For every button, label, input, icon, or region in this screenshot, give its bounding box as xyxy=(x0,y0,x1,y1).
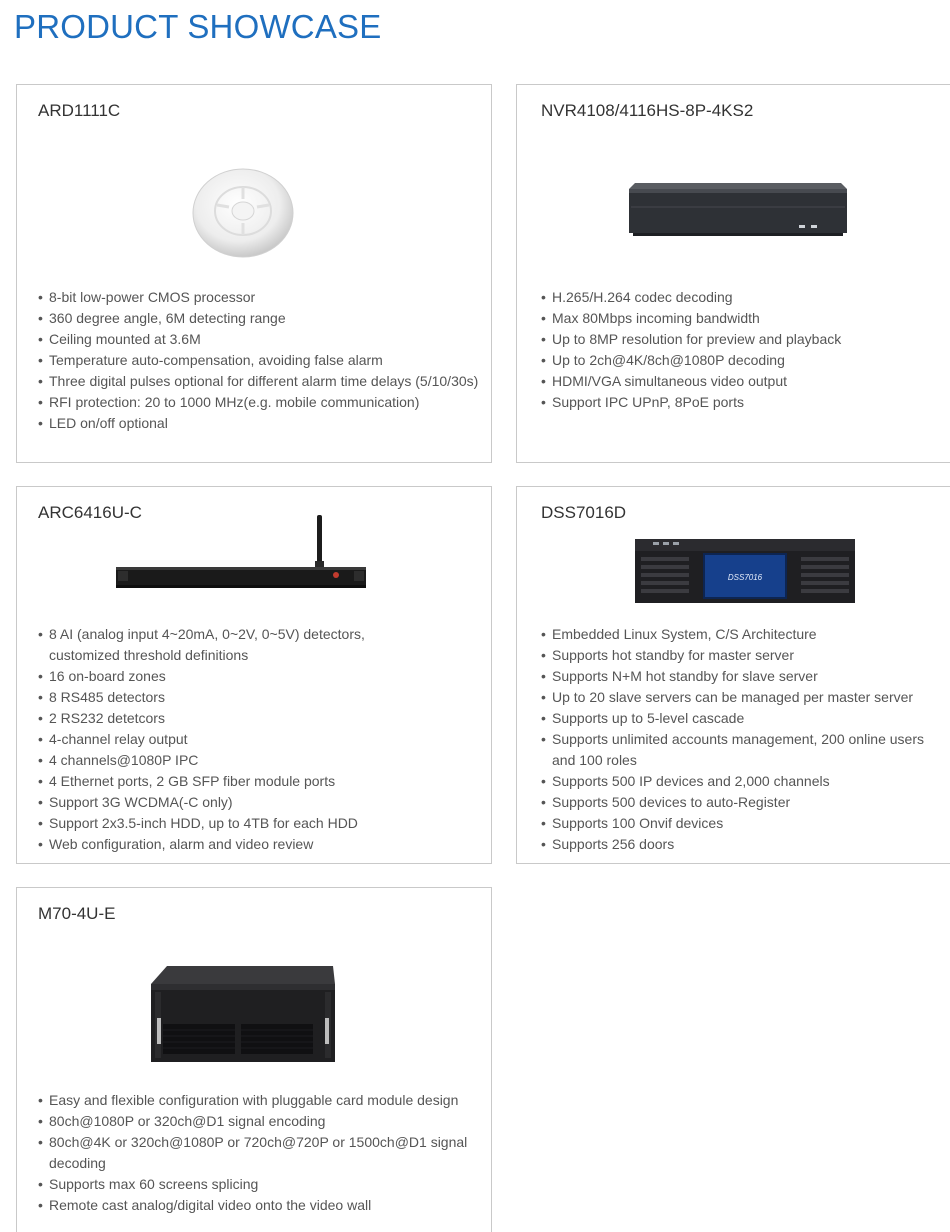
product-card-nvr4108 xyxy=(516,84,950,463)
dss-server-image xyxy=(633,537,857,605)
feature-item: • Max 80Mbps incoming bandwidth xyxy=(541,308,841,329)
feature-item: • Supports up to 5-level cascade xyxy=(541,708,932,729)
feature-item: • Up to 20 slave servers can be managed per master server xyxy=(541,687,932,708)
video-wall-controller-image xyxy=(147,962,339,1066)
feature-item: • Supports unlimited accounts management, 200 online users and 100 roles xyxy=(541,729,932,771)
feature-item: • Support IPC UPnP, 8PoE ports xyxy=(541,392,841,413)
alarm-controller-image xyxy=(114,513,368,591)
feature-item: • Embedded Linux System, C/S Architecture xyxy=(541,624,932,645)
feature-item: • Support 2x3.5-inch HDD, up to 4TB for each HDD xyxy=(38,813,379,834)
feature-item: • 16 on-board zones xyxy=(38,666,379,687)
product-name: NVR4108/4116HS-8P-4KS2 xyxy=(541,101,754,120)
feature-item: • Web configuration, alarm and video review xyxy=(38,834,379,855)
feature-item: • 4 Ethernet ports, 2 GB SFP fiber module ports xyxy=(38,771,379,792)
feature-list xyxy=(541,624,932,855)
screen-label: DSS7016 xyxy=(727,573,763,582)
ceiling-detector-image xyxy=(187,165,297,261)
feature-item: • 80ch@4K or 320ch@1080P or 720ch@720P or 1500ch@D1 signal decoding xyxy=(38,1132,469,1174)
feature-item: • H.265/H.264 codec decoding xyxy=(541,287,841,308)
feature-item: • 8-bit low-power CMOS processor xyxy=(38,287,478,308)
page-title: PRODUCT SHOWCASE xyxy=(14,8,382,45)
feature-item: • Three digital pulses optional for different alarm time delays (5/10/30s) xyxy=(38,371,478,392)
feature-item: • Up to 2ch@4K/8ch@1080P decoding xyxy=(541,350,841,371)
feature-item: • Ceiling mounted at 3.6M xyxy=(38,329,478,350)
product-card-arc6416u-c xyxy=(16,486,492,864)
product-card-m70-4u-e xyxy=(16,887,492,1232)
feature-item: • 8 RS485 detectors xyxy=(38,687,379,708)
feature-item: • Supports hot standby for master server xyxy=(541,645,932,666)
feature-item: • Supports 500 IP devices and 2,000 channels xyxy=(541,771,932,792)
feature-item: • RFI protection: 20 to 1000 MHz(e.g. mobile communication) xyxy=(38,392,478,413)
feature-item: • Temperature auto-compensation, avoiding false alarm xyxy=(38,350,478,371)
product-name: ARC6416U-C xyxy=(38,503,142,522)
feature-item: • 2 RS232 detetcors xyxy=(38,708,379,729)
feature-item: • Supports 256 doors xyxy=(541,834,932,855)
feature-item: • Supports 100 Onvif devices xyxy=(541,813,932,834)
feature-item: • Supports 500 devices to auto-Register xyxy=(541,792,932,813)
feature-item: • 360 degree angle, 6M detecting range xyxy=(38,308,478,329)
feature-item: • 4-channel relay output xyxy=(38,729,379,750)
product-card-ard1111c xyxy=(16,84,492,463)
feature-item: • Remote cast analog/digital video onto the video wall xyxy=(38,1195,469,1216)
feature-item: • Supports N+M hot standby for slave server xyxy=(541,666,932,687)
feature-item: • HDMI/VGA simultaneous video output xyxy=(541,371,841,392)
product-name: DSS7016D xyxy=(541,503,627,522)
feature-item: • Up to 8MP resolution for preview and playback xyxy=(541,329,841,350)
feature-item: • Supports max 60 screens splicing xyxy=(38,1174,469,1195)
nvr-recorder-image xyxy=(627,177,849,239)
feature-list xyxy=(541,287,841,413)
feature-item: • Support 3G WCDMA(-C only) xyxy=(38,792,379,813)
feature-item: • LED on/off optional xyxy=(38,413,478,434)
feature-item: • Easy and flexible configuration with pluggable card module design xyxy=(38,1090,469,1111)
feature-list xyxy=(38,624,379,855)
feature-item: • 80ch@1080P or 320ch@D1 signal encoding xyxy=(38,1111,469,1132)
feature-item: • 8 AI (analog input 4~20mA, 0~2V, 0~5V) detectors, customized threshold definitions xyxy=(38,624,379,666)
feature-list xyxy=(38,1090,469,1216)
feature-item: • 4 channels@1080P IPC xyxy=(38,750,379,771)
feature-list xyxy=(38,287,478,434)
product-card-dss7016d xyxy=(516,486,950,864)
product-name: M70-4U-E xyxy=(38,904,116,923)
product-name: ARD1111C xyxy=(38,101,121,120)
